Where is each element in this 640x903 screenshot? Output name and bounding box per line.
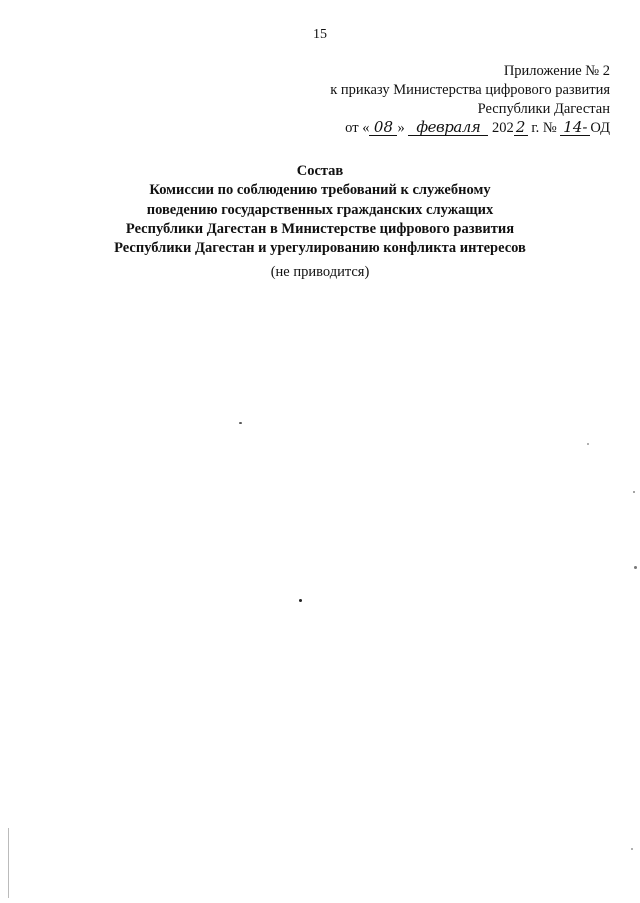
handwritten-day: 08 xyxy=(369,120,397,136)
year-prefix: 202 xyxy=(491,120,514,136)
scan-speck xyxy=(633,491,635,493)
title-line-2: Комиссии по соблюдению требований к служебному xyxy=(149,182,491,199)
scan-edge-line xyxy=(8,828,9,898)
handwritten-month: февраля xyxy=(408,120,488,136)
title-line-3: поведению государственных гражданских служащих xyxy=(146,201,494,218)
scan-speck xyxy=(587,443,589,445)
order-number-suffix: ОД xyxy=(590,120,610,136)
date-prefix: от « xyxy=(345,120,370,136)
appendix-title: Приложение № 2 xyxy=(503,63,610,79)
handwritten-order-number: 14- xyxy=(560,120,590,136)
scan-speck xyxy=(631,848,633,850)
appendix-order-ref: к приказу Министерства цифрового развития xyxy=(330,82,610,98)
appendix-block xyxy=(330,62,610,138)
scan-speck xyxy=(299,599,302,602)
title-line-1: Состав xyxy=(296,163,344,179)
title-line-5: Республики Дагестан и урегулированию конфликта интересов xyxy=(114,240,526,257)
page-number: 15 xyxy=(313,27,327,42)
document-title xyxy=(0,162,640,258)
date-close-quote: » xyxy=(397,120,405,136)
scan-speck xyxy=(634,566,637,569)
title-line-4: Республики Дагестан в Министерстве цифрового развития xyxy=(125,220,515,237)
scan-speck xyxy=(239,422,242,424)
appendix-date-line xyxy=(330,119,610,138)
year-number-label: г. № xyxy=(531,120,557,136)
omitted-note: (не приводится) xyxy=(270,264,370,280)
handwritten-year-digit: 2 xyxy=(514,120,528,136)
appendix-region: Республики Дагестан xyxy=(477,101,610,117)
